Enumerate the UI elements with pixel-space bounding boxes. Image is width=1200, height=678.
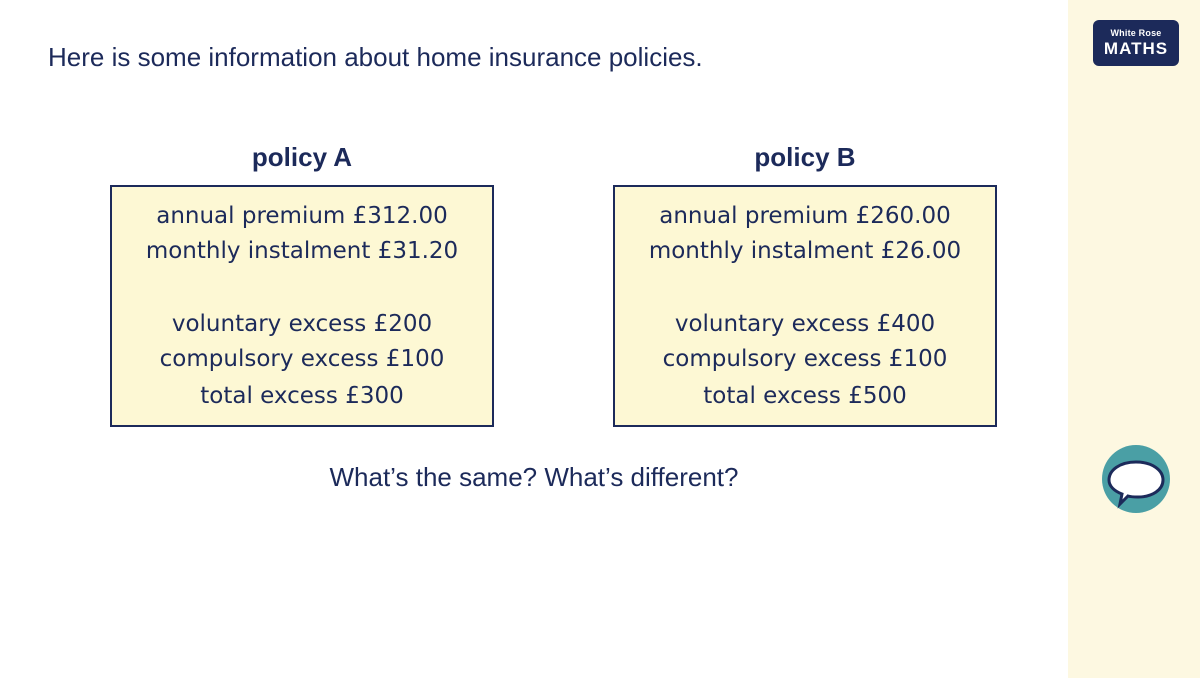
sidebar <box>1068 0 1200 678</box>
policy-b-title: policy B <box>754 142 856 172</box>
policy-b-monthly-instalment: monthly instalment £26.00 <box>648 238 962 264</box>
policy-b-compulsory-excess: compulsory excess £100 <box>662 346 948 372</box>
white-rose-maths-logo <box>1093 20 1179 66</box>
intro-text: Here is some information about home insurance policies. <box>48 42 703 72</box>
policy-a-voluntary-excess: voluntary excess £200 <box>171 311 433 337</box>
policy-b-annual-premium: annual premium £260.00 <box>659 203 951 229</box>
policy-a-annual-premium: annual premium £312.00 <box>156 203 448 229</box>
policy-b-voluntary-excess: voluntary excess £400 <box>674 311 936 337</box>
policy-a-monthly-instalment: monthly instalment £31.20 <box>145 238 459 264</box>
logo-line-2: MATHS <box>1103 39 1169 58</box>
policy-a-total-excess: total excess £300 <box>200 383 404 409</box>
logo-line-1: White Rose <box>1110 28 1162 38</box>
question-text: What’s the same? What’s different? <box>329 462 739 492</box>
policy-a-title: policy A <box>251 142 353 172</box>
policy-b-total-excess: total excess £500 <box>703 383 907 409</box>
policy-a-box <box>110 185 494 427</box>
policy-b-box <box>613 185 997 427</box>
policy-a-compulsory-excess: compulsory excess £100 <box>159 346 445 372</box>
speech-bubble-icon[interactable] <box>1100 442 1172 516</box>
